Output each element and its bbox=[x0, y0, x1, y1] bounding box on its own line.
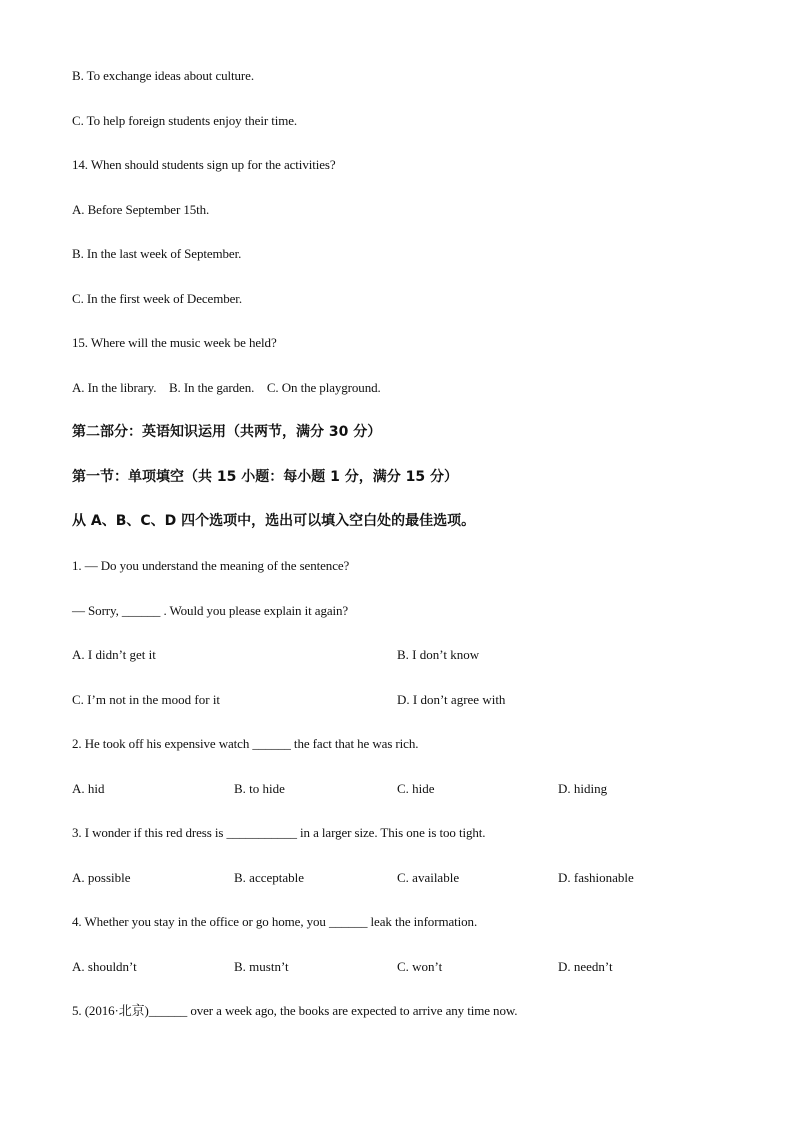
q14-option-a: A. Before September 15th. bbox=[72, 202, 210, 217]
q1-stem-reply: — Sorry, ______ . Would you please explain it again? bbox=[72, 603, 349, 618]
q2-option-a: A. hid bbox=[72, 781, 105, 796]
q13-option-c: C. To help foreign students enjoy their time. bbox=[72, 113, 298, 128]
q4-option-b: B. mustn’t bbox=[234, 959, 289, 974]
q13-option-b: B. To exchange ideas about culture. bbox=[72, 68, 254, 83]
q5-stem: 5. (2016·北京)______ over a week ago, the books are expected to arrive any time now. bbox=[72, 1003, 518, 1018]
q15-options: A. In the library. B. In the garden. C. On the playground. bbox=[72, 380, 381, 395]
q1-option-d: D. I don’t agree with bbox=[397, 692, 506, 707]
q14-stem: 14. When should students sign up for the activities? bbox=[72, 157, 336, 172]
q4-option-c: C. won’t bbox=[397, 959, 443, 974]
q4-option-a: A. shouldn’t bbox=[72, 959, 137, 974]
q3-option-c: C. available bbox=[397, 870, 460, 885]
q1-option-a: A. I didn’t get it bbox=[72, 647, 156, 662]
q3-option-a: A. possible bbox=[72, 870, 131, 885]
q4-stem: 4. Whether you stay in the office or go home, you ______ leak the information. bbox=[72, 914, 478, 929]
q1-option-b: B. I don’t know bbox=[397, 647, 480, 662]
q3-option-d: D. fashionable bbox=[558, 870, 634, 885]
q2-option-b: B. to hide bbox=[234, 781, 285, 796]
part2-heading: 第二部分：英语知识运用（共两节，满分 30 分） bbox=[72, 424, 382, 440]
q14-option-b: B. In the last week of September. bbox=[72, 246, 242, 261]
q1-stem: 1. — Do you understand the meaning of the sentence? bbox=[72, 558, 350, 573]
q3-option-b: B. acceptable bbox=[234, 870, 305, 885]
q3-stem: 3. I wonder if this red dress is ___________ in a larger size. This one is too tight. bbox=[72, 825, 486, 840]
q4-option-d: D. needn’t bbox=[558, 959, 613, 974]
section1-heading: 第一节：单项填空（共 15 小题：每小题 1 分，满分 15 分） bbox=[72, 469, 458, 485]
q2-option-d: D. hiding bbox=[558, 781, 608, 796]
q14-option-c: C. In the first week of December. bbox=[72, 291, 242, 306]
q2-option-c: C. hide bbox=[397, 781, 435, 796]
q1-option-c: C. I’m not in the mood for it bbox=[72, 692, 221, 707]
q15-stem: 15. Where will the music week be held? bbox=[72, 335, 277, 350]
instruction-heading: 从 A、B、C、D 四个选项中，选出可以填入空白处的最佳选项。 bbox=[72, 513, 476, 529]
q2-stem: 2. He took off his expensive watch ______ the fact that he was rich. bbox=[72, 736, 419, 751]
